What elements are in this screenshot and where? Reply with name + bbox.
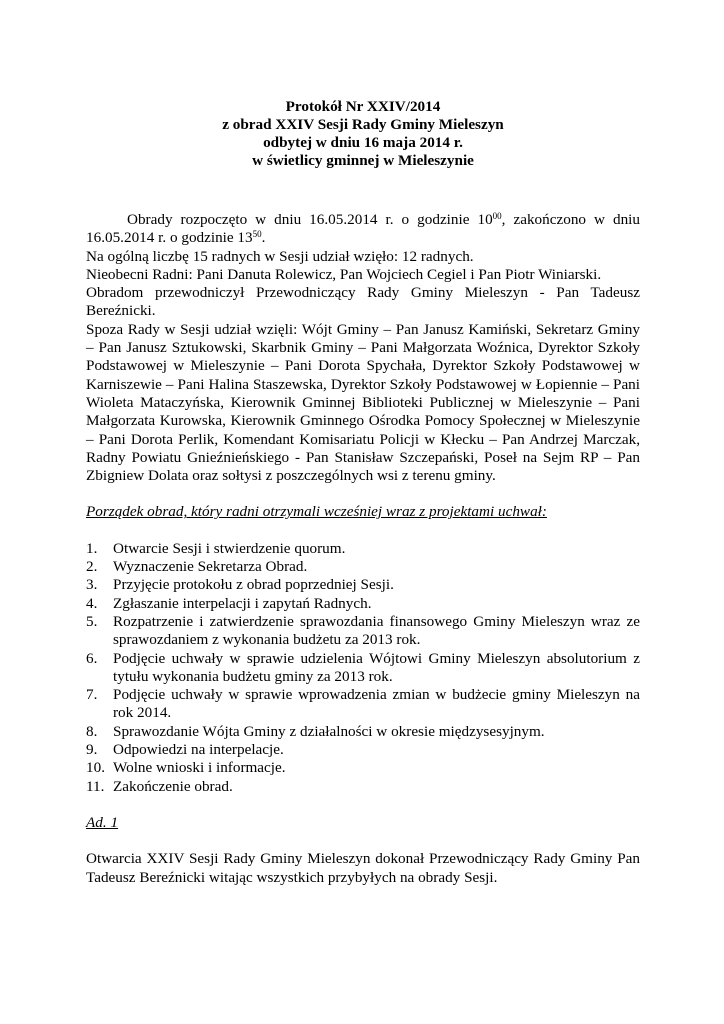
guests-paragraph: Spoza Rady w Sesji udział wzięli: Wójt Gminy – Pan Janusz Kamiński, Sekretarz Gminy – Pan Janusz Sztukowski, Skarbnik Gminy – Pani Małgorzata Woźnica, Dyrektor Szkoły Podstawowej w Mieleszynie – Pani Dorota Spychała, Dyrektor Szkoły Podstawowej w Karniszewie – Pani Halina Staszewska, Dyrektor Szkoły Podstawowej w Łopiennie – Pani Wioleta Mataczyńska, Kierownik Gminnej Biblioteki Publicznej w Mieleszynie – Pani Małgorzata Kurowska, Kierownik Gminnego Ośrodka Pomocy Społecznej w Mieleszynie – Pani Dorota Perlik, Komendant Komisariatu Policji w Kłecku – Pan Andrzej Marczak, Radny Powiatu Gnieźnieńskiego - Pan Stanisław Szczepański, Poseł na Sejm RP – Pan Zbigniew Dolata oraz sołtysi z poszczególnych wsi z terenu gminy. <box>86 320 640 485</box>
agenda-item-text: Wyznaczenie Sekretarza Obrad. <box>113 558 308 576</box>
agenda-item-text: Zgłaszanie interpelacji i zapytań Radnych. <box>113 594 372 612</box>
agenda-item-text: Podjęcie uchwały w sprawie udzielenia Wójtowi Gminy Mieleszyn absolutorium z tytułu wykonania budżetu gminy za 2013 rok. <box>113 649 640 685</box>
agenda-item-text: Podjęcie uchwały w sprawie wprowadzenia zmian w budżecie gminy Mieleszyn na rok 2014. <box>113 686 640 722</box>
title-line-protocol-number: Protokół Nr XXIV/2014 <box>285 98 441 115</box>
absent-councillors-paragraph: Nieobecni Radni: Pani Danuta Rolewicz, Pan Wojciech Cegiel i Pan Piotr Winiarski. <box>86 265 602 283</box>
agenda-item-number: 11. <box>86 777 105 795</box>
agenda-item <box>86 759 640 777</box>
attendance-paragraph: Na ogólną liczbę 15 radnych w Sesji udział wzięło: 12 radnych. <box>86 247 474 265</box>
intro-section <box>86 211 640 485</box>
agenda-item <box>86 723 640 741</box>
title-line-venue: w świetlicy gminnej w Mieleszynie <box>252 152 474 169</box>
title-line-session: z obrad XXIV Sesji Rady Gminy Mieleszyn <box>222 116 504 133</box>
ad1-paragraph: Otwarcia XXIV Sesji Rady Gminy Mieleszyn dokonał Przewodniczący Rady Gminy Pan Tadeusz Bereźnicki witając wszystkich przybyłych na obrady Sesji. <box>86 850 640 886</box>
agenda-item-number: 4. <box>86 594 98 612</box>
agenda-item-number: 2. <box>86 558 98 576</box>
agenda-item-text: Sprawozdanie Wójta Gminy z działalności w okresie międzysesyjnym. <box>113 722 545 740</box>
agenda-item-text: Wolne wnioski i informacje. <box>113 759 286 777</box>
opening-text-c: . <box>261 229 266 247</box>
opening-text-b: , zakończono w dniu 16.05.2014 r. o godzinie 13 <box>86 211 640 247</box>
title-line-date: odbytej w dniu 16 maja 2014 r. <box>263 134 463 151</box>
agenda-heading: Porządek obrad, który radni otrzymali wcześniej wraz z projektami uchwał: <box>86 503 547 521</box>
ad1-heading: Ad. 1 <box>86 813 119 831</box>
agenda-item-number: 5. <box>86 612 98 630</box>
agenda-item <box>86 540 640 558</box>
agenda-item <box>86 741 640 759</box>
agenda-item-number: 1. <box>86 539 98 557</box>
document-title <box>86 98 640 170</box>
agenda-item-number: 6. <box>86 649 98 667</box>
agenda-item-number: 3. <box>86 576 98 594</box>
chair-paragraph: Obradom przewodniczył Przewodniczący Rady Gminy Mieleszyn - Pan Tadeusz Bereźnicki. <box>86 284 640 320</box>
opening-text-a: Obrady rozpoczęto w dniu 16.05.2014 r. o godzinie 10 <box>127 211 493 228</box>
agenda-item <box>86 650 640 687</box>
document-page <box>86 98 640 902</box>
agenda-item-text: Przyjęcie protokołu z obrad poprzedniej Sesji. <box>113 576 394 594</box>
agenda-item-text: Otwarcie Sesji i stwierdzenie quorum. <box>113 539 346 557</box>
agenda-item-number: 9. <box>86 741 98 759</box>
agenda-item <box>86 595 640 613</box>
agenda-item <box>86 613 640 650</box>
agenda-item-text: Odpowiedzi na interpelacje. <box>113 741 284 759</box>
agenda-item <box>86 558 640 576</box>
agenda-list <box>86 540 640 796</box>
agenda-item <box>86 576 640 594</box>
opening-time-end-minutes: 50 <box>252 229 262 240</box>
agenda-item-text: Rozpatrzenie i zatwierdzenie sprawozdania finansowego Gminy Mieleszyn wraz ze sprawozdaniem z wykonania budżetu za 2013 rok. <box>113 612 640 649</box>
agenda-item <box>86 686 640 723</box>
agenda-item-text: Zakończenie obrad. <box>113 777 233 795</box>
agenda-item <box>86 778 640 796</box>
opening-paragraph <box>86 211 640 248</box>
agenda-item-number: 7. <box>86 686 98 704</box>
agenda-item-number: 8. <box>86 722 98 740</box>
opening-time-start-minutes: 00 <box>492 211 502 221</box>
agenda-item-number: 10. <box>86 759 105 777</box>
